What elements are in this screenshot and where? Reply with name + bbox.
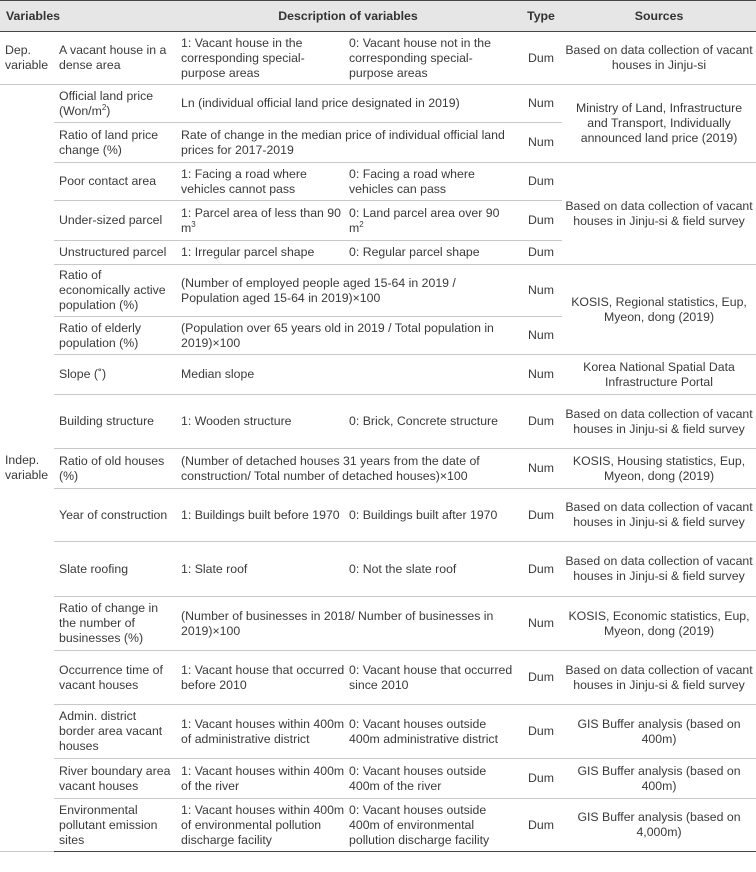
variable-type: Dum bbox=[520, 489, 562, 542]
variable-description: (Number of businesses in 2018/ Number of businesses in 2019)×100 bbox=[176, 597, 520, 651]
variable-name: Under-sized parcel bbox=[54, 201, 176, 241]
variable-name-text: Official land price (Won/m bbox=[59, 88, 154, 118]
variable-description bbox=[176, 201, 520, 241]
variable-name: Ratio of land price change (%) bbox=[54, 123, 176, 163]
desc-text: 0: Land parcel area over 90 m bbox=[349, 205, 500, 235]
desc-value-1: 1: Vacant houses within 400m of environmental pollution discharge facility bbox=[181, 802, 345, 847]
variable-name: Poor contact area bbox=[54, 163, 176, 201]
header-variables: Variables bbox=[0, 1, 176, 32]
desc-value-0: 0: Vacant houses outside 400m of the river bbox=[349, 763, 487, 793]
variable-name: Slate roofing bbox=[54, 542, 176, 597]
desc-value-1: 1: Buildings built before 1970 bbox=[181, 507, 340, 522]
desc-value-1 bbox=[181, 206, 349, 236]
variable-description bbox=[176, 799, 520, 852]
variable-description bbox=[176, 542, 520, 597]
table-row bbox=[0, 705, 756, 759]
variable-name: Slope (˚) bbox=[54, 355, 176, 395]
variable-source: Based on data collection of vacant houses in Jinju-si & field survey bbox=[562, 163, 756, 265]
desc-value-0 bbox=[349, 206, 517, 236]
variable-type: Num bbox=[520, 597, 562, 651]
variable-source: Based on data collection of vacant houses in Jinju-si & field survey bbox=[562, 651, 756, 705]
variable-name: A vacant house in a dense area bbox=[54, 32, 176, 85]
variable-type: Num bbox=[520, 449, 562, 489]
desc-value-1: 1: Facing a road where vehicles cannot pass bbox=[181, 166, 307, 196]
desc-value-1: 1: Slate roof bbox=[181, 561, 248, 576]
desc-value-0: 0: Buildings built after 1970 bbox=[349, 507, 498, 522]
desc-value-0: 0: Vacant houses outside 400m of environmental pollution discharge facility bbox=[349, 802, 490, 847]
variable-source: GIS Buffer analysis (based on 400m) bbox=[562, 705, 756, 759]
table-row bbox=[0, 163, 756, 201]
desc-value-0: 0: Brick, Concrete structure bbox=[349, 414, 498, 428]
variable-source: Based on data collection of vacant houses in Jinju-si & field survey bbox=[562, 489, 756, 542]
variable-description bbox=[176, 489, 520, 542]
variable-type: Dum bbox=[520, 163, 562, 201]
variable-name bbox=[54, 85, 176, 123]
variable-source: Based on data collection of vacant houses in Jinju-si bbox=[562, 32, 756, 85]
variable-name: Ratio of elderly population (%) bbox=[54, 317, 176, 355]
table-row bbox=[0, 799, 756, 852]
variable-name: Environmental pollutant emission sites bbox=[54, 799, 176, 852]
desc-text: 1: Parcel area of less than 90 m bbox=[181, 205, 341, 235]
superscript: 2 bbox=[359, 219, 364, 229]
variable-description bbox=[176, 395, 520, 449]
variable-description: (Population over 65 years old in 2019 / Total population in 2019)×100 bbox=[176, 317, 520, 355]
table-header-row bbox=[0, 1, 756, 32]
variable-type: Num bbox=[520, 265, 562, 317]
variable-name: Ratio of change in the number of businesses (%) bbox=[54, 597, 176, 651]
variable-name: Ratio of old houses (%) bbox=[54, 449, 176, 489]
variable-name: Admin. district border area vacant houses bbox=[54, 705, 176, 759]
variable-source: Based on data collection of vacant houses in Jinju-si & field survey bbox=[562, 542, 756, 597]
table-row bbox=[0, 32, 756, 85]
variable-source: GIS Buffer analysis (based on 400m) bbox=[562, 759, 756, 799]
variable-type: Dum bbox=[520, 651, 562, 705]
superscript: 3 bbox=[191, 219, 196, 229]
variable-type: Dum bbox=[520, 241, 562, 265]
variable-source: KOSIS, Regional statistics, Eup, Myeon, dong (2019) bbox=[562, 265, 756, 355]
desc-value-0: 0: Facing a road where vehicles can pass bbox=[349, 166, 475, 196]
desc-value-0: 0: Regular parcel shape bbox=[349, 245, 480, 259]
variable-name: Unstructured parcel bbox=[54, 241, 176, 265]
variable-type: Num bbox=[520, 123, 562, 163]
variable-description bbox=[176, 241, 520, 265]
variable-source: KOSIS, Housing statistics, Eup, Myeon, dong (2019) bbox=[562, 449, 756, 489]
variable-description: Ln (individual official land price designated in 2019) bbox=[176, 85, 520, 123]
variable-name: Occurrence time of vacant houses bbox=[54, 651, 176, 705]
desc-value-0: 0: Vacant house not in the corresponding special-purpose areas bbox=[349, 35, 491, 80]
desc-value-1: 1: Vacant house in the corresponding special-purpose areas bbox=[181, 35, 305, 80]
variable-name: Ratio of economically active population (%) bbox=[54, 265, 176, 317]
header-description: Description of variables bbox=[176, 1, 520, 32]
variable-description bbox=[176, 163, 520, 201]
variable-name: Year of construction bbox=[54, 489, 176, 542]
header-type: Type bbox=[520, 1, 562, 32]
desc-value-0: 0: Vacant houses outside 400m administrative district bbox=[349, 716, 498, 746]
table-row bbox=[0, 759, 756, 799]
variable-name: Building structure bbox=[54, 395, 176, 449]
variable-source: Korea National Spatial Data Infrastructure Portal bbox=[562, 355, 756, 395]
table-row bbox=[0, 542, 756, 597]
variable-type: Dum bbox=[520, 542, 562, 597]
table-row bbox=[0, 651, 756, 705]
variable-type: Dum bbox=[520, 705, 562, 759]
category-dep: Dep. variable bbox=[0, 32, 54, 85]
variable-type: Num bbox=[520, 355, 562, 395]
desc-value-1: 1: Vacant houses within 400m of administrative district bbox=[181, 716, 345, 746]
variable-type: Dum bbox=[520, 395, 562, 449]
variable-source: GIS Buffer analysis (based on 4,000m) bbox=[562, 799, 756, 852]
variable-name: River boundary area vacant houses bbox=[54, 759, 176, 799]
table-row bbox=[0, 489, 756, 542]
variable-type: Dum bbox=[520, 201, 562, 241]
desc-value-0: 0: Not the slate roof bbox=[349, 561, 457, 576]
desc-value-0: 0: Vacant house that occurred since 2010 bbox=[349, 662, 513, 692]
variable-source: KOSIS, Economic statistics, Eup, Myeon, dong (2019) bbox=[562, 597, 756, 651]
variable-type: Dum bbox=[520, 759, 562, 799]
variable-type: Num bbox=[520, 85, 562, 123]
variable-description: Rate of change in the median price of individual official land prices for 2017-2019 bbox=[176, 123, 520, 163]
variable-source: Based on data collection of vacant houses in Jinju-si & field survey bbox=[562, 395, 756, 449]
table-row bbox=[0, 449, 756, 489]
variable-description: (Number of detached houses 31 years from the date of construction/ Total number of detached houses)×100 bbox=[176, 449, 520, 489]
desc-value-1: 1: Vacant house that occurred before 2010 bbox=[181, 662, 345, 692]
desc-value-1: 1: Vacant houses within 400m of the river bbox=[181, 763, 345, 793]
variable-description bbox=[176, 705, 520, 759]
table-row bbox=[0, 597, 756, 651]
table-row bbox=[0, 85, 756, 123]
table-row bbox=[0, 265, 756, 317]
table-row bbox=[0, 395, 756, 449]
variable-type: Dum bbox=[520, 799, 562, 852]
desc-value-1: 1: Irregular parcel shape bbox=[181, 245, 315, 259]
header-sources: Sources bbox=[562, 1, 756, 32]
superscript: 2 bbox=[101, 102, 107, 112]
table-row bbox=[0, 355, 756, 395]
variable-source: Ministry of Land, Infrastructure and Transport, Individually announced land price (2019) bbox=[562, 85, 756, 163]
variable-description: Median slope bbox=[176, 355, 520, 395]
category-indep: Indep. variable bbox=[0, 85, 54, 852]
variable-description bbox=[176, 32, 520, 85]
variable-name-close: ) bbox=[106, 103, 111, 118]
variable-description bbox=[176, 759, 520, 799]
variable-type: Dum bbox=[520, 32, 562, 85]
variable-description: (Number of employed people aged 15-64 in 2019 / Population aged 15-64 in 2019)×100 bbox=[176, 265, 520, 317]
desc-value-1: 1: Wooden structure bbox=[181, 414, 292, 428]
variable-type: Num bbox=[520, 317, 562, 355]
variable-description bbox=[176, 651, 520, 705]
